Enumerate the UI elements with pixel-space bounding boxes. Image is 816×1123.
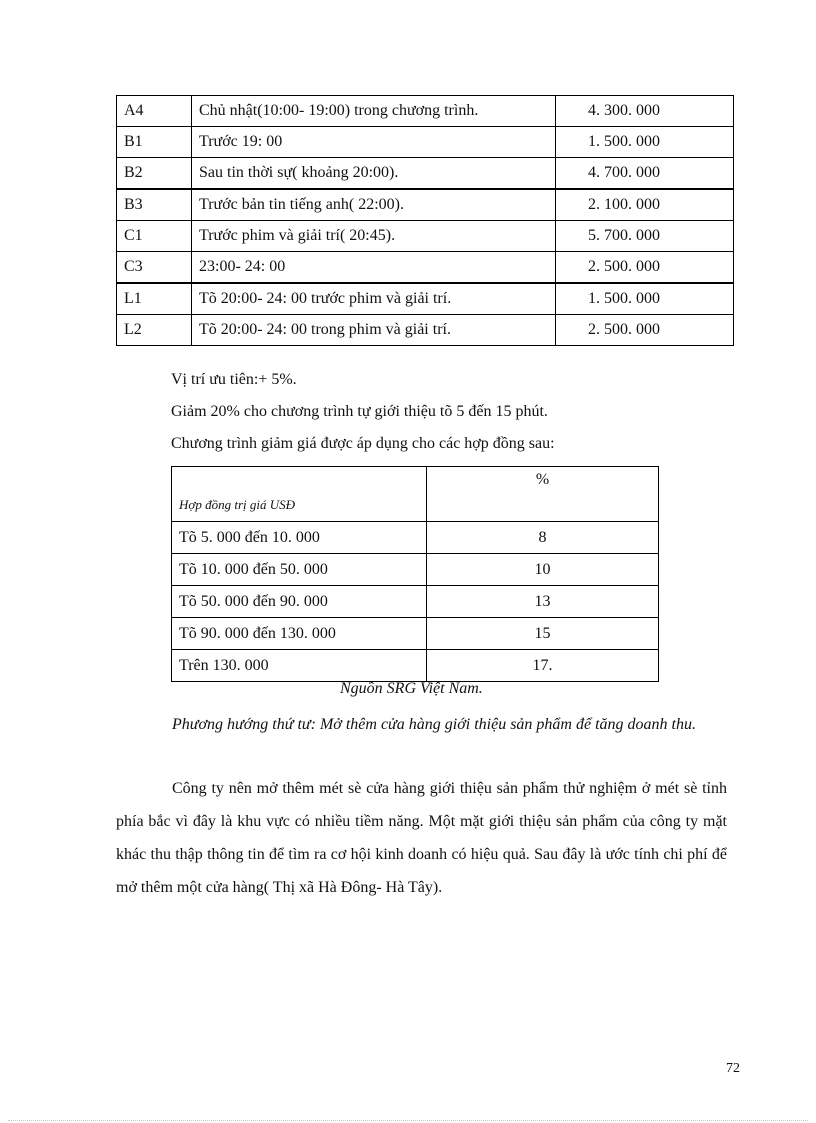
- table-row: [172, 650, 659, 682]
- slot-amount: 1. 500. 000: [556, 283, 734, 315]
- table-row: [117, 221, 734, 252]
- slot-amount: 4. 700. 000: [556, 158, 734, 190]
- table-row: [117, 189, 734, 221]
- priority-note: Vị trí ưu tiên:+ 5%.: [171, 371, 297, 388]
- slot-description: Tõ 20:00- 24: 00 trước phim và giải trí.: [192, 283, 556, 315]
- header-percent: %: [427, 467, 659, 522]
- discount-percent: 17.: [427, 650, 659, 682]
- body-paragraph: Công ty nên mở thêm mét sè cửa hàng giới thiệu sản phẩm thử nghiệm ở mét sè tỉnh phía bắc vì đây là khu vực có nhiều tiềm năng. Một mặt giới thiệu sản phẩm của công ty mặt khác thu thập thông tin để tìm ra cơ hội kinh doanh có hiệu quả. Sau đây là ước tính chi phí để mở thêm một cửa hàng( Thị xã Hà Đông- Hà Tây).: [116, 780, 727, 896]
- slot-description: Tõ 20:00- 24: 00 trong phim và giải trí.: [192, 315, 556, 346]
- slot-code: C3: [117, 252, 192, 284]
- slot-code: B3: [117, 189, 192, 221]
- contract-range: Tõ 10. 000 đến 50. 000: [172, 554, 427, 586]
- contract-range: Tõ 50. 000 đến 90. 000: [172, 586, 427, 618]
- slot-description: Trước bản tin tiếng anh( 22:00).: [192, 189, 556, 221]
- contract-range: Tõ 90. 000 đến 130. 000: [172, 618, 427, 650]
- slot-amount: 2. 500. 000: [556, 252, 734, 284]
- page-bottom-border: [8, 1120, 808, 1121]
- contract-range: Trên 130. 000: [172, 650, 427, 682]
- table-row: [172, 554, 659, 586]
- header-contract-value: Hợp đồng trị giá USĐ: [172, 467, 427, 522]
- page-number: 72: [726, 1061, 740, 1076]
- contract-discount-table: [171, 466, 659, 682]
- source-caption: Nguồn SRG Việt Nam.: [340, 680, 483, 697]
- table-row: [117, 158, 734, 190]
- slot-amount: 1. 500. 000: [556, 127, 734, 158]
- table-row: [117, 96, 734, 127]
- slot-code: A4: [117, 96, 192, 127]
- discount-percent: 13: [427, 586, 659, 618]
- contract-range: Tõ 5. 000 đến 10. 000: [172, 522, 427, 554]
- slot-code: B2: [117, 158, 192, 190]
- table-row: [117, 127, 734, 158]
- slot-amount: 5. 700. 000: [556, 221, 734, 252]
- discount-intro-text: Chương trình giảm giá được áp dụng cho các hợp đồng sau:: [171, 435, 555, 452]
- table-row: [117, 315, 734, 346]
- self-intro-discount-note: Giảm 20% cho chương trình tự giới thiệu tõ 5 đến 15 phút.: [171, 403, 548, 420]
- slot-description: Sau tin thời sự( khoảng 20:00).: [192, 158, 556, 190]
- slot-description: Trước phim và giải trí( 20:45).: [192, 221, 556, 252]
- slot-description: Trước 19: 00: [192, 127, 556, 158]
- slot-amount: 2. 500. 000: [556, 315, 734, 346]
- slot-amount: 2. 100. 000: [556, 189, 734, 221]
- slot-amount: 4. 300. 000: [556, 96, 734, 127]
- table-header-row: [172, 467, 659, 522]
- slot-code: B1: [117, 127, 192, 158]
- slot-description: Chủ nhật(10:00- 19:00) trong chương trình.: [192, 96, 556, 127]
- slot-code: L2: [117, 315, 192, 346]
- slot-code: C1: [117, 221, 192, 252]
- discount-percent: 15: [427, 618, 659, 650]
- table-row: [172, 618, 659, 650]
- discount-percent: 8: [427, 522, 659, 554]
- discount-percent: 10: [427, 554, 659, 586]
- slot-description: 23:00- 24: 00: [192, 252, 556, 284]
- table-row: [117, 283, 734, 315]
- direction-heading: Phương hướng thứ tư: Mở thêm cửa hàng giới thiệu sản phẩm để tăng doanh thu.: [172, 716, 696, 733]
- tv-ad-rate-table: [116, 95, 734, 346]
- table-row: [117, 252, 734, 284]
- table-row: [172, 522, 659, 554]
- table-row: [172, 586, 659, 618]
- slot-code: L1: [117, 283, 192, 315]
